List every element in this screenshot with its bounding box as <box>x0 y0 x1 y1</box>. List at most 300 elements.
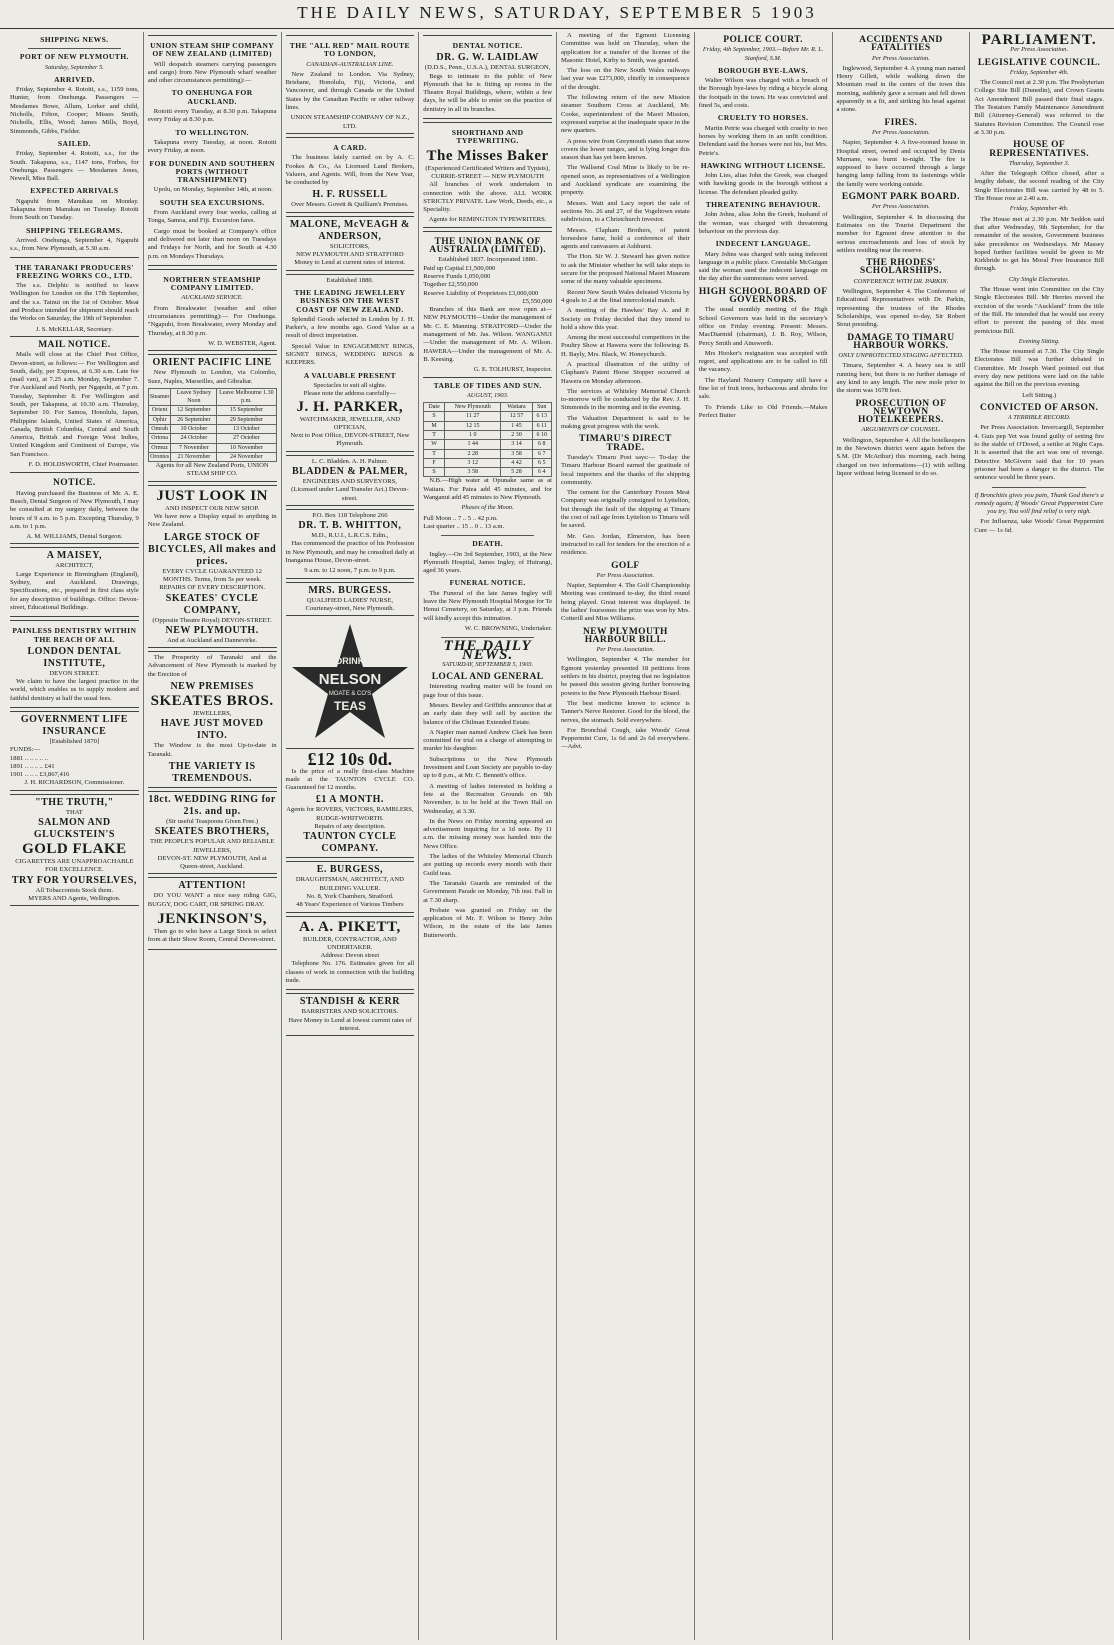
parliament-head: PARLIAMENT. <box>981 32 1097 48</box>
column-3 <box>282 32 420 1640</box>
table-cell: Orient <box>148 406 171 415</box>
maisey-architect-ad <box>10 547 139 617</box>
dental-notice-ad <box>10 472 139 544</box>
table-cell: 24 October <box>171 434 217 443</box>
star-text-drink: DRINK <box>335 656 365 667</box>
established-text: Established 1880. <box>326 276 374 284</box>
arson-text: Per Press Association. Invercargill, September 4. Guis pep Yet was found guilty of setting fire to the stable of O'Dowd, a settler at Night Caps. It is asserted that the act was one of revenge. Detective McGivern said that for 10 years prisoner had been a danger to the district. The sentence would be three years. <box>974 424 1104 482</box>
table-header-row <box>424 403 552 412</box>
skeates-bros-title: SKEATES BROS. <box>150 693 274 710</box>
taranaki-head: THE TARANAKI PRODUCERS' FREEZING WORKS CO., LTD. <box>14 262 134 280</box>
final-text: For Influenza, take Woods' Great Peppermint Cure — 1s 6d. <box>974 518 1104 534</box>
card-head: A CARD. <box>333 142 367 152</box>
column-5 <box>557 32 695 1640</box>
parker-ad <box>286 274 415 452</box>
table-cell: 26 September <box>171 415 217 424</box>
table-row <box>424 421 552 430</box>
news-paragraph: The Valuation Department is said to be making great progress with the work. <box>561 414 690 431</box>
news-paragraph: A meeting of the Hawkes' Bay A. and P. Society on Friday decided that they intend to hold a show this year. <box>561 307 690 331</box>
local-paragraph: The ladies of the Whiteley Memorial Church are putting up records every month with their Guild teas. <box>423 853 552 877</box>
table-row <box>148 443 276 452</box>
harbour-sub: Per Press Association. <box>596 646 655 654</box>
table-cell: Ormuz <box>148 443 171 452</box>
news-paragraph: The following return of the new Mission steamer Southern Cross at Auckland, Mr. Cooke, superintendent of the Maori Mission, expressed surprise at the inadequate space in the new quarters. <box>561 94 690 135</box>
baker-addr: CURRIE-STREET — NEW PLYMOUTH <box>431 172 545 180</box>
jenkinson-text: Then go to who have a Large Stock to select from at their Show Room, Central Devon-street. <box>147 928 277 944</box>
police-head: POLICE COURT. <box>723 35 803 45</box>
table-header: Leave Melbourne 1.30 p.m. <box>217 388 276 406</box>
legislative-date: Friday, September 4th. <box>1009 68 1069 76</box>
pikett-addr: Address: Devon street <box>320 952 380 960</box>
union-bank-row: £5,550,000 <box>522 297 552 305</box>
jenkinson-title: JENKINSON'S, <box>157 911 268 927</box>
union-bank-row: Together £2,550,000 <box>423 281 478 289</box>
russell-sub: Over Messrs. Govett & Quilliam's Premises. <box>291 201 409 209</box>
baker-text: All branches of work undertaken in connection with the above. ALL WORK STRICTLY PRIVATE. Law Work, Deeds, etc., a Speciality. <box>423 181 552 214</box>
newspaper-columns <box>6 32 1108 1640</box>
funeral-text: The Funeral of the late James Ingley will leave the New Plymouth Hospital Morgue for Te Henui Cemetery, on Saturday, at 3 p.m. Friends will kindly accept this intimation. <box>423 589 553 622</box>
divider <box>28 48 121 49</box>
police-sub: Friday, 4th September, 1903.—Before Mr. R. L. Stanford, S.M. <box>702 46 824 62</box>
news-paragraph: A practical illustration of the utility of Clapham's Patent Horse Stopper occurred at Hawera on Monday afternoon. <box>561 360 690 385</box>
table-row <box>148 415 276 424</box>
bicycles-text: LARGE STOCK OF BICYCLES, All makes and prices. <box>148 531 277 567</box>
city-head: City Single Electorates. <box>1008 275 1070 283</box>
tide-note: N.B.—High water at Opunake same as at Waitara. For Patea add 45 minutes, and for Wanganui add 45 minutes to New Plymouth. <box>423 477 552 502</box>
fires-text: Napier, September 4. A five-roomed house in Hospital street, owned and occupied by Denis Murnane, was burnt to-night. The fire is supposed to have occurred through a large hanging lamp falling from its fastenings while the family were working outside. <box>836 139 966 188</box>
arrived-head: ARRIVED. <box>54 74 95 84</box>
table-cell: 15 September <box>217 406 276 415</box>
london-text: We claim to have the largest practice in the world, which enables us to supply modern and faithful dentistry at half the usual fees. <box>10 678 139 702</box>
hawking-text: John Lies, alias John the Greek, was charged with hawking goods in the borough without a license. The defendant pleaded guilty. <box>698 172 828 196</box>
port-head: PORT OF NEW PLYMOUTH. <box>19 52 129 62</box>
skeates-bros2-sub: THE PEOPLE'S POPULAR AND RELIABLE JEWELLERS, <box>149 838 275 854</box>
repairs-text: REPAIRS OF EVERY DESCRIPTION. <box>159 584 265 592</box>
table-cell: 12 September <box>171 406 217 415</box>
moved-text: HAVE JUST MOVED INTO. <box>160 718 264 742</box>
month-text: £1 A MONTH. <box>315 794 384 806</box>
union-bank-est: Established 1837. Incorporated 1880. <box>438 256 537 264</box>
table-cell: 4 42 <box>501 458 532 467</box>
table-row <box>424 440 552 449</box>
legislative-text: The Council met at 2.30 p.m. The Presbyterian College Site Bill (Dunedin), and Crown Grants Act Amendment Bill passed their final stages. The Testators Family Maintenance Amendment Bill (Attorney-General) was referred to the Statutes Revision Committee. The Council rose at 3.30 p.m. <box>974 79 1104 136</box>
burgess2-text: 48 Years' Experience of Various Timbers <box>296 901 404 909</box>
standish-title: STANDISH & KERR <box>299 996 400 1008</box>
damage-head: DAMAGE TO TIMARU HARBOUR WORKS. <box>847 332 955 351</box>
allred-head: THE "ALL RED" MAIL ROUTE TO LONDON, <box>289 41 410 59</box>
taranaki-text: The s.s. Delphic is notified to leave Wellington for London on the 17th September, and the s.s. Tainui on the 1st of October. Meat and Produce intended for shipment should reach the Works on Saturday, the 19th of September. <box>10 282 139 323</box>
whitton-text: Has commenced the practice of his Profession in New Plymouth, and may be consulted daily at Inanganua House, Devon-street. <box>285 540 415 565</box>
taunton-title: TAUNTON CYCLE COMPANY. <box>303 831 397 855</box>
dental-head: DENTAL NOTICE. <box>452 41 523 50</box>
table-cell: 1 44 <box>444 440 501 449</box>
sailed-head: SAILED. <box>57 138 91 148</box>
taunton-cycle-ad <box>286 748 415 858</box>
egmont-sub: Per Press Association. <box>872 203 930 211</box>
expected-head: EXPECTED ARRIVALS <box>30 186 119 196</box>
northern-head: NORTHERN STEAMSHIP COMPANY LIMITED. <box>163 274 261 293</box>
news-paragraph: The services at Whiteley Memorial Church to-morrow will be conducted by the Rev. J. H. Simmonds in the morning and in the evening. <box>561 387 690 412</box>
moon-head: Phases of the Moon. <box>461 504 514 512</box>
myers-text: MYERS AND Agents, Wellington. <box>28 894 121 902</box>
russell-title: H. F. RUSSELL <box>312 189 388 201</box>
accidents-sub: Per Press Association. <box>872 54 930 62</box>
local-paragraph: Subscriptions to the New Plymouth Investment and Loan Society are payable to-day up to 8 p.m., at Mr. C. Bennett's office. <box>423 755 552 780</box>
high-school-text: Mrs Hooker's resignation was accepted with regret, and applications are to be called to fill the vacancy. <box>698 349 828 374</box>
harbour-text: Wellington, September 4. The member for Egmont yesterday presented 18 petitions from settlers in his district, praying that no legislation be passed this session giving further borrowing powers to the New Plymouth Harbour Board. <box>561 656 690 697</box>
burgess-title: MRS. BURGESS. <box>308 584 392 596</box>
table-cell: 11 27 <box>444 412 501 421</box>
orient-table <box>148 388 277 462</box>
table-cell: 3 12 <box>444 458 501 467</box>
excursion-text: From Auckland every four weeks, calling at Tonga, Samoa, and Fiji. Excursion fares. <box>147 209 277 225</box>
spectacles-text: Spectacles to suit all sights. <box>313 381 387 389</box>
salmon-title: SALMON AND GLUCKSTEIN'S <box>33 817 115 841</box>
painless-head: PAINLESS DENTISTRY WITHIN THE REACH OF ALL <box>12 626 137 644</box>
london-dental-ad <box>10 620 139 708</box>
table-cell: 3 58 <box>444 468 501 477</box>
fries-text: To Friends Like to Old Friends.—Makes Perfect Butter <box>698 403 828 419</box>
table-cell: 13 October <box>217 424 276 433</box>
bladden-title: BLADDEN & PALMER, <box>291 465 408 477</box>
news-paragraph: A meeting of the Egmont Licensing Committee was held on Thursday, when the application for a transfer of the license of the Masonic Hotel, Kirby to Smith, was granted. <box>561 32 690 64</box>
legislative-head: LEGISLATIVE COUNCIL. <box>977 57 1101 68</box>
left-sitting: Left Sitting.) <box>1022 391 1057 399</box>
prosecution-text: Wellington, September 4. All the hotelkeepers in the Newtown district were again before the S.M. (Dr McArthur) this morning, each being charged on two informations—(1) with selling liquor without being licensed to do so. <box>836 436 966 477</box>
try-text: TRY FOR YOURSELVES, <box>11 874 137 886</box>
death-head: DEATH. <box>472 539 503 549</box>
parker-sub: WATCHMAKER, JEWELLER, AND OPTICIAN, <box>299 415 401 431</box>
indecent-text: Mary Johns was charged with using indecent language in a public place. Constable McGuigan said the woman used the indecent language on the day after the summonses were served. <box>698 250 828 283</box>
local-paragraph: A Napier man named Andrew Clark has been committed for trial on a charge of attempting to murder his daughter. <box>423 728 552 753</box>
skeates-cycle-ad <box>148 485 277 648</box>
shorthand-head: SHORTHAND AND TYPEWRITING. <box>451 128 524 146</box>
egmont-text: Wellington, September 4. In discussing the Estimates on the Tourist Department the member for Egmont drew attention to the serious encroachments and loss of stock by settlers residing near the reserve. <box>836 213 966 254</box>
orient-signature: Agents for all New Zealand Ports, UNION STEAM SHIP CO. <box>155 462 269 478</box>
indecent-head: INDECENT LANGUAGE. <box>715 239 811 249</box>
bladden-palmer-ad <box>286 455 415 506</box>
repairs-text: Repairs of any description. <box>314 823 386 831</box>
prosperity-text: The Prosperity of Taranaki and the Advancement of New Plymouth is marked by the Erection of <box>147 654 277 678</box>
standish-sub: BARRISTERS AND SOLICITORS. <box>301 1008 399 1016</box>
all-red-route-ad <box>286 35 415 134</box>
column-2 <box>144 32 282 1640</box>
parker-title: J. H. PARKER, <box>296 398 404 415</box>
news-paragraph: Recent New South Wales defeated Victoria by 4 goals to 2 at the final intercolonial match. <box>561 288 690 304</box>
union-bank-row: Reserve Funds 1,050,000 <box>423 272 491 280</box>
table-cell: T <box>424 430 445 439</box>
funeral-head: FUNERAL NOTICE. <box>449 578 526 588</box>
leading-head: THE LEADING JEWELLERY BUSINESS ON THE WEST COAST OF NEW ZEALAND. <box>294 287 406 314</box>
table-cell: 12 15 <box>444 421 501 430</box>
table-row <box>148 452 276 461</box>
new-plymouth-text: NEW PLYMOUTH. <box>165 624 259 636</box>
table-cell: 24 November <box>217 452 276 461</box>
whitton-hours: 9 a.m. to 12 noon, 7 p.m. to 9 p.m. <box>304 567 396 575</box>
local-paragraph: Messrs. Bewley and Griffiths announce that at an early date they will sell by auction the balance of the Chilman Extended Estate. <box>423 702 552 726</box>
truth-sub: THAT <box>65 808 83 816</box>
pikett-sub: BUILDER, CONTRACTOR, AND UNDERTAKER. <box>303 935 397 951</box>
cough-text: For Bronchial Cough, take Woods' Great Peppermint Cure, 1s 6d and 2s 6d everywhere.—Advt. <box>561 726 690 751</box>
arson-sub: A TERRIBLE RECORD. <box>1007 414 1071 422</box>
news-paragraph: Messrs. Watt and Lacy report the sale of sections No. 26 and 27, of the Vogeltown estate subdivision, to a Christchurch investor. <box>561 199 690 224</box>
remington-text: Agents for REMINGTON TYPEWRITERS. <box>428 216 547 224</box>
northern-signature: W. D. WEBSTER, Agent. <box>208 339 277 347</box>
news-paragraph: Mr. Geo. Jordan, Elmerston, has been instructed to call for tenders for the erection of a residence. <box>561 532 690 557</box>
malone-title: MALONE, McVEAGH & ANDERSON, <box>289 218 410 242</box>
table-cell: 2 30 <box>501 430 532 439</box>
table-cell: Omrah <box>148 424 171 433</box>
golf-head: GOLF <box>611 560 640 571</box>
cruelty-text: Martin Petrie was charged with cruelty to two horses by working them in an unfit condition. Defendant said the horses were not his, but Mrs. Petrie's. <box>698 124 828 157</box>
window-text: The Window is the most Up-to-date in Taranaki. <box>147 742 277 758</box>
table-cell: 10 November <box>217 443 276 452</box>
masthead: THE DAILY NEWS, SATURDAY, SEPTEMBER 5 1903 <box>0 0 1114 29</box>
maisey-title: A MAISEY, <box>46 550 102 562</box>
shipping-news-head: SHIPPING NEWS. <box>40 35 109 44</box>
dunedin-head: FOR DUNEDIN AND SOUTHERN PORTS (WITHOUT TRANSHIPMENT) <box>149 158 275 185</box>
tobacco-text: All Tobacconists Stock them. <box>35 886 114 894</box>
parliament-sub: Per Press Association. <box>1010 46 1068 54</box>
gold-flake-title: GOLD FLAKE <box>22 841 127 858</box>
northern-sub: AUCKLAND SERVICE. <box>181 294 243 302</box>
table-cell: Orontes <box>150 453 170 460</box>
table-cell: 1 45 <box>501 421 532 430</box>
wedding-text: 18ct. WEDDING RING for 21s. and up. <box>148 793 276 817</box>
evening-head: Evening Sitting. <box>1018 337 1060 345</box>
also-text: And at Auckland and Dannevirke. <box>167 636 258 644</box>
taranaki-freezing-ad <box>10 257 139 337</box>
high-school-text: The usual monthly meeting of the High School Governors was held in the secretary's office on Friday evening. Present: Messrs. MacDiarmid (chairman), J. B. Roy, Wilson, Percy Smith and Ainsworth. <box>698 306 828 347</box>
attention-text: DO YOU WANT a nice easy riding GIG, BUGGY, DOG CART, OR SPRING DRAY. <box>147 892 277 908</box>
valuable-head: A VALUABLE PRESENT <box>303 370 396 380</box>
high-school-head: HIGH SCHOOL BOARD OF GOVERNORS. <box>698 286 828 306</box>
table-cell: S <box>424 412 445 421</box>
burgess-sub: QUALIFIED LADIES' NURSE, <box>306 596 394 604</box>
star-text-teas: TEAS <box>333 699 366 714</box>
variety-text: THE VARIETY IS TREMENDOUS. <box>168 760 256 784</box>
news-paragraph: Tuesday's Timaru Post says:— To-day the Timaru Harbour Board earned the gratitude of local importers and the thanks of the shipping community. <box>561 453 690 486</box>
rhodes-sub: CONFERENCE WITH DR. PARKIN. <box>853 277 949 285</box>
damage-sub: ONLY UNPROTECTED STAGING AFFECTED. <box>838 352 964 360</box>
malone-sub: SOLICITORS, <box>330 242 370 250</box>
table-cell: 29 September <box>217 415 276 424</box>
moon-row: Last quarter .. 15 .. 0 .. 13 a.m. <box>423 522 505 530</box>
notice-signature: A. M. WILLIAMS, Dental Surgeon. <box>26 533 123 541</box>
table-cell: 21 November <box>171 452 217 461</box>
gold-flake-ad <box>10 794 139 906</box>
table-cell: 5 28 <box>501 468 532 477</box>
table-cell: 6 10 <box>532 430 552 439</box>
house-text-2: The House met at 2.30 p.m. Mr Seddon said that after Wednesday, 9th September, for the remainder of the session, Government business take precedence on Wednesdays. Mr Massey hoped further facilities would be given to Mr Kirkbride to get his Moral Free Insurance Bill through. <box>974 215 1104 273</box>
union-bank-text: Branches of this Bank are now open at— NEW PLYMOUTH—Under the management of Mr. C. E. Manning. STRATFORD—Under the management of Mr. Jas. Wilson. WANGANUI—Under the management of Mr. A. Wilson. HAWERA—Under the management of Mr. A. B. Keesing. <box>423 306 552 363</box>
fires-sub: Per Press Association. <box>872 128 930 136</box>
table-header: Sun <box>532 403 552 412</box>
table-cell: T <box>424 449 445 458</box>
table-row <box>424 468 552 477</box>
london-sub: DEVON STREET. <box>49 669 100 677</box>
gold-text: CIGARETTES ARE UNAPPROACHABLE FOR EXCELLENCE. <box>15 858 134 874</box>
whitton-ad <box>286 509 415 579</box>
table-cell: 6 13 <box>532 412 552 421</box>
table-header: Steamer <box>148 388 171 406</box>
table-cell: 3 14 <box>501 440 532 449</box>
star-logo-icon <box>290 622 410 742</box>
truth-head: "THE TRUTH," <box>35 796 114 808</box>
column-1 <box>6 32 144 1640</box>
local-paragraph: A meeting of ladies interested in holding a fete at the Recreation Grounds on 9th November, is to be held at the Town Hall on Wednesday, at 3.30. <box>423 782 552 815</box>
table-cell: 6 8 <box>532 440 552 449</box>
bladden-names: L. C. Bladden. A. H. Palmer. <box>311 457 388 465</box>
telegrams-head: SHIPPING TELEGRAMS. <box>26 225 123 235</box>
house-date-2: Friday, September 4th. <box>1009 205 1069 213</box>
column-7 <box>833 32 971 1640</box>
wellington-text: Takapuna every Tuesday, at noon. Rotoiti every Friday, at noon. <box>147 138 277 155</box>
pikett-ad <box>286 916 415 991</box>
govt-sub: [Established 1870] <box>49 738 100 745</box>
attention-title: ATTENTION! <box>178 880 246 892</box>
leading-text: Splendid Goods selected in London by J. H. Parker's, a few months ago. Good Value as a result of direct importation. <box>285 315 415 340</box>
bylaws-text: Walter Wilson was charged with a breach of the Borough bye-laws by riding a bicycle along the footpath in the town. He was convicted and fined 5s, and costs. <box>698 77 828 110</box>
onehunga-text: Rotoiti every Tuesday, at 8.30 p.m. Takapuna every Friday at 8.30 p.m. <box>147 108 277 124</box>
orient-text: New Plymouth to London, via Colombo, Suez, Naples, Marseilles, and Gibraltar. <box>147 369 277 385</box>
local-paragraph: In the News on Friday morning appeared an advertisement inquiring for a 1d note. By 11 a.m. the missing money was handed into the News Office. <box>423 817 552 850</box>
rhodes-head: THE RHODES' SCHOLARSHIPS. <box>859 258 942 277</box>
burgess-addr: Courtenay-street, New Plymouth. <box>305 604 395 612</box>
table-cell: 27 October <box>217 434 276 443</box>
table-cell: 10 October <box>171 424 217 433</box>
skeates-cycle-title: SKEATES' CYCLE COMPANY, <box>165 592 259 616</box>
wellington-head: TO WELLINGTON. <box>175 127 249 137</box>
local-head: LOCAL AND GENERAL <box>431 672 544 683</box>
tide-head: TABLE OF TIDES AND SUN. <box>433 380 542 390</box>
prosecution-head: PROSECUTION OF NEWTOWN HOTELKEEPERS. <box>855 398 947 426</box>
table-header: Waitara <box>501 403 532 412</box>
table-cell: 1 0 <box>444 430 501 439</box>
allred-sub: CANADIAN-AUSTRALIAN LINE. <box>306 60 394 68</box>
golf-text: Napier, September 4. The Golf Championship Meeting was continued to-day, the third round being played. Great interest was displayed. In the ladies' foursomes the prize was won by Mrs. Cotterill and Miss Williams. <box>561 582 690 623</box>
cargo-text: Cargo must be booked at Company's office and delivered not later than noon on Tuesdays and Fridays for North, and for South at 4.30 p.m. on Mondays Thursdays. <box>147 227 277 260</box>
table-cell: F <box>424 458 445 467</box>
price-desc: Is the price of a really first-class Machine made at the TAUNTON CYCLE CO. Guaranteed for 12 months. <box>285 767 415 792</box>
just-look-text: We have now a Display equal to anything in New Zealand. <box>147 513 277 529</box>
union-bank-row: Reserve Liability of Proprietors £3,000,000 <box>423 289 539 297</box>
jewellers-text: JEWELLERS, <box>192 710 232 718</box>
table-header: New Plymouth <box>444 403 501 412</box>
union-steamship-ad <box>148 35 277 266</box>
new-premises-text: NEW PREMISES <box>170 681 254 693</box>
nursery-text: The Hayland Nursery Company still have a fine lot of fruit trees, herbaceous and shrubs for sale. <box>698 376 828 401</box>
government-insurance-ad <box>10 711 139 791</box>
moon-row: Full Moon .. 7 .. 5 .. 42 p.m. <box>423 514 498 522</box>
threat-head: THREATENING BEHAVIOUR. <box>705 200 821 210</box>
port-date: Saturday, September 5. <box>44 63 104 71</box>
paper-date: SATURDAY, SEPTEMBER 5, 1903. <box>442 660 534 668</box>
laidlaw-title: DR. G. W. LAIDLAW <box>436 52 539 64</box>
hawking-head: HAWKING WITHOUT LICENSE. <box>700 160 826 170</box>
accidents-text: Inglewood, September 4. A young man named Henry Gillett, while walking down the Mountain road in the centre of the town this morning, suddenly gave a scream and fell down apparently in a fit, and striking his head against a stone. <box>836 64 966 114</box>
news-paragraph: The cement for the Canterbury Frozen Meat Company was originally consigned to Lyttelton, but through the fault of the shipping at Timaru the cost of rail age from Lyttelton to Timaru will be saved. <box>561 489 690 530</box>
divider <box>992 487 1086 488</box>
arson-head: CONVICTED OF ARSON. <box>979 402 1099 413</box>
telegrams-text: Arrived. Onehunga, September 4, Ngapuhi s.s., from New Plymouth, at 5.30 a.m. <box>10 236 139 253</box>
news-paragraph: Messrs. Clapham Brothers, of patent horseshoe fame, hold a conference of their agents and canvassers at Ashhurst. <box>561 226 690 251</box>
po-box-text: P.O. Box 118 Telephone 266 <box>312 511 388 519</box>
death-text: Ingley.—On 3rd September, 1903, at the New Plymouth Hospital, James Ingley, of Huirangi, aged 36 years. <box>423 550 552 575</box>
just-look-title: JUST LOOK IN <box>156 487 268 504</box>
standish-text: Have Money to Lend at lowest current rates of interest. <box>288 1016 412 1032</box>
baker-title: The Misses Baker <box>426 147 549 164</box>
pikett-title: A. A. PIKETT, <box>299 918 401 935</box>
egmont-head: EGMONT PARK BOARD. <box>841 192 960 203</box>
accidents-head: ACCIDENTS AND FATALITIES <box>859 35 943 54</box>
news-paragraph: The Hon. Sir W. J. Steward has given notice to ask the Minister whether he will take steps to secure for the proposed National Maori Museum some of the many valuable specimens. <box>561 253 690 286</box>
funds-label: FUNDS:— <box>10 746 41 754</box>
funds-row: 1881 .. .. .. .. .. <box>10 754 48 762</box>
shorthand-ad <box>423 122 552 228</box>
northern-steamship-ad <box>148 269 277 351</box>
mail-notice-text: Mails will close at the Chief Post Office, Devon-street, as follows:— For Wellington and South, daily, per Express, at 6.30 a.m. Late fee (mail van), at 7.25 a.m. Monday, September 7. For Auckland and North, per Ngapuhi, at 7 p.m. Tuesday, September 8. For Wellington and South, per Takapuna, at 10.30 a.m. Thursday, September 10. For Samoa, Honolulu, Japan, Philippine Islands, United States of America, Canada, British Columbia, Central and South America, British and Foreign West Indies, United Kingdom and Continent of Europe, via San Francisco. <box>10 351 139 458</box>
baker-sub: (Experienced Certificated Writers and Typists), <box>425 164 550 172</box>
notice-text: Having purchased the Business of Mr. A. E. Busch, Dental Surgeon of New Plymouth, I may be consulted at my surgery daily, between the hours of 9 a.m. to 5 p.m. Excepting Thursday, 9 a.m. to 1 p.m. <box>10 489 139 530</box>
table-header-row <box>148 388 276 406</box>
mail-notice-head: MAIL NOTICE. <box>38 339 111 350</box>
news-paragraph: A press wire from Greymouth states that snow covers the lower ranges, and is lying longer this season than has yet been known. <box>561 137 690 162</box>
house-text: After the Telegraph Office closed, after a lengthy debate, the second reading of the City Single Electorates Bill was carried by 48 to 5. The House rose at 2.40 a.m. <box>974 170 1104 203</box>
malone-text: Money to Lend at current rates of interest. <box>294 259 406 267</box>
price-text: £12 10s 0d. <box>307 749 393 770</box>
laidlaw-sub: (D.D.S., Penn., U.S.A.), DENTAL SURGEON, <box>424 64 551 72</box>
whitton-sub: M.D., R.U.I., L.R.C.S. Edin., <box>311 532 389 540</box>
tide-table <box>423 402 552 477</box>
table-row <box>424 412 552 421</box>
damage-text: Timaru, September 4. A heavy sea is still running here, but there is no further damage of any kind to any length. The new mole prior to the storm was 1678 feet. <box>836 362 966 395</box>
harbour-head: NEW PLYMOUTH HARBOUR BILL. <box>582 626 668 645</box>
union-head: UNION STEAM SHIP COMPANY OF NEW ZEALAND (LIMITED) <box>150 41 275 59</box>
table-row <box>148 424 276 433</box>
union-bank-signature: G. E. TOLHURST, Inspector. <box>473 366 552 374</box>
table-cell: Ophir <box>148 415 171 424</box>
golf-sub: Per Press Association. <box>596 571 655 579</box>
london-title: LONDON DENTAL INSTITUTE, <box>27 645 122 669</box>
notice-head: NOTICE. <box>53 478 96 489</box>
star-text-nelson: NELSON <box>318 671 382 689</box>
paper-title: THE DAILY NEWS. <box>443 638 532 663</box>
rhodes-text: Wellington, September 4. The Conference of Educational Representatives with Dr. Parkin, representing the trustees of the Rhodes Scholarships, was opened to-day, Sir Robert Stout presiding. <box>836 288 966 329</box>
govt-signature: J. H. RICHARDSON, Commissioner. <box>24 779 125 787</box>
guaranteed-text: EVERY CYCLE GUARANTEED 12 MONTHS. Terms, from 5s per week. <box>162 567 262 583</box>
bylaws-head: BOROUGH BYE-LAWS. <box>718 65 809 75</box>
malone-ad <box>286 216 415 271</box>
bladden-text: (Licensed under Land Transfer Act.) Devon-street. <box>291 486 409 502</box>
mail-notice-signature: F. D. HOLDSWORTH, Chief Postmaster. <box>28 461 139 469</box>
union-bank-head: THE UNION BANK OF AUSTRALIA (LIMITED). <box>429 236 546 256</box>
maisey-sub: ARCHITECT, <box>55 562 94 570</box>
table-cell: M <box>424 421 445 430</box>
table-cell: Ortona <box>148 434 171 443</box>
table-cell: 6 7 <box>532 449 552 458</box>
house-head: HOUSE OF REPRESENTATIVES. <box>989 140 1089 159</box>
excursion-head: SOUTH SEA EXCURSIONS. <box>159 197 265 207</box>
table-row <box>424 430 552 439</box>
funds-row: 1891 .. .. .. .. £41 <box>10 762 55 770</box>
column-4 <box>419 32 557 1640</box>
expected-text: Ngapuhi from Manukau on Monday. Takapuna from Manukau on Tuesday. Rotoiti from South on Tuesday. <box>10 197 139 222</box>
northern-text: From Breakwater (weather and other circumstances permitting):— For Onehunga. "Ngapuhi, from Breakwater, every Monday and Thursday, at 8.30 p.m. <box>147 304 277 337</box>
news-paragraph: The Wallsend Coal Mine is likely to be re-opened soon, as representatives of a Wellington and Auckland syndicate are examining the property. <box>561 164 690 197</box>
wedding-sub: (Sir useful Teaspoons Given Free.) <box>166 817 259 825</box>
star-text-moate: MOATE & CO'S <box>328 691 372 698</box>
